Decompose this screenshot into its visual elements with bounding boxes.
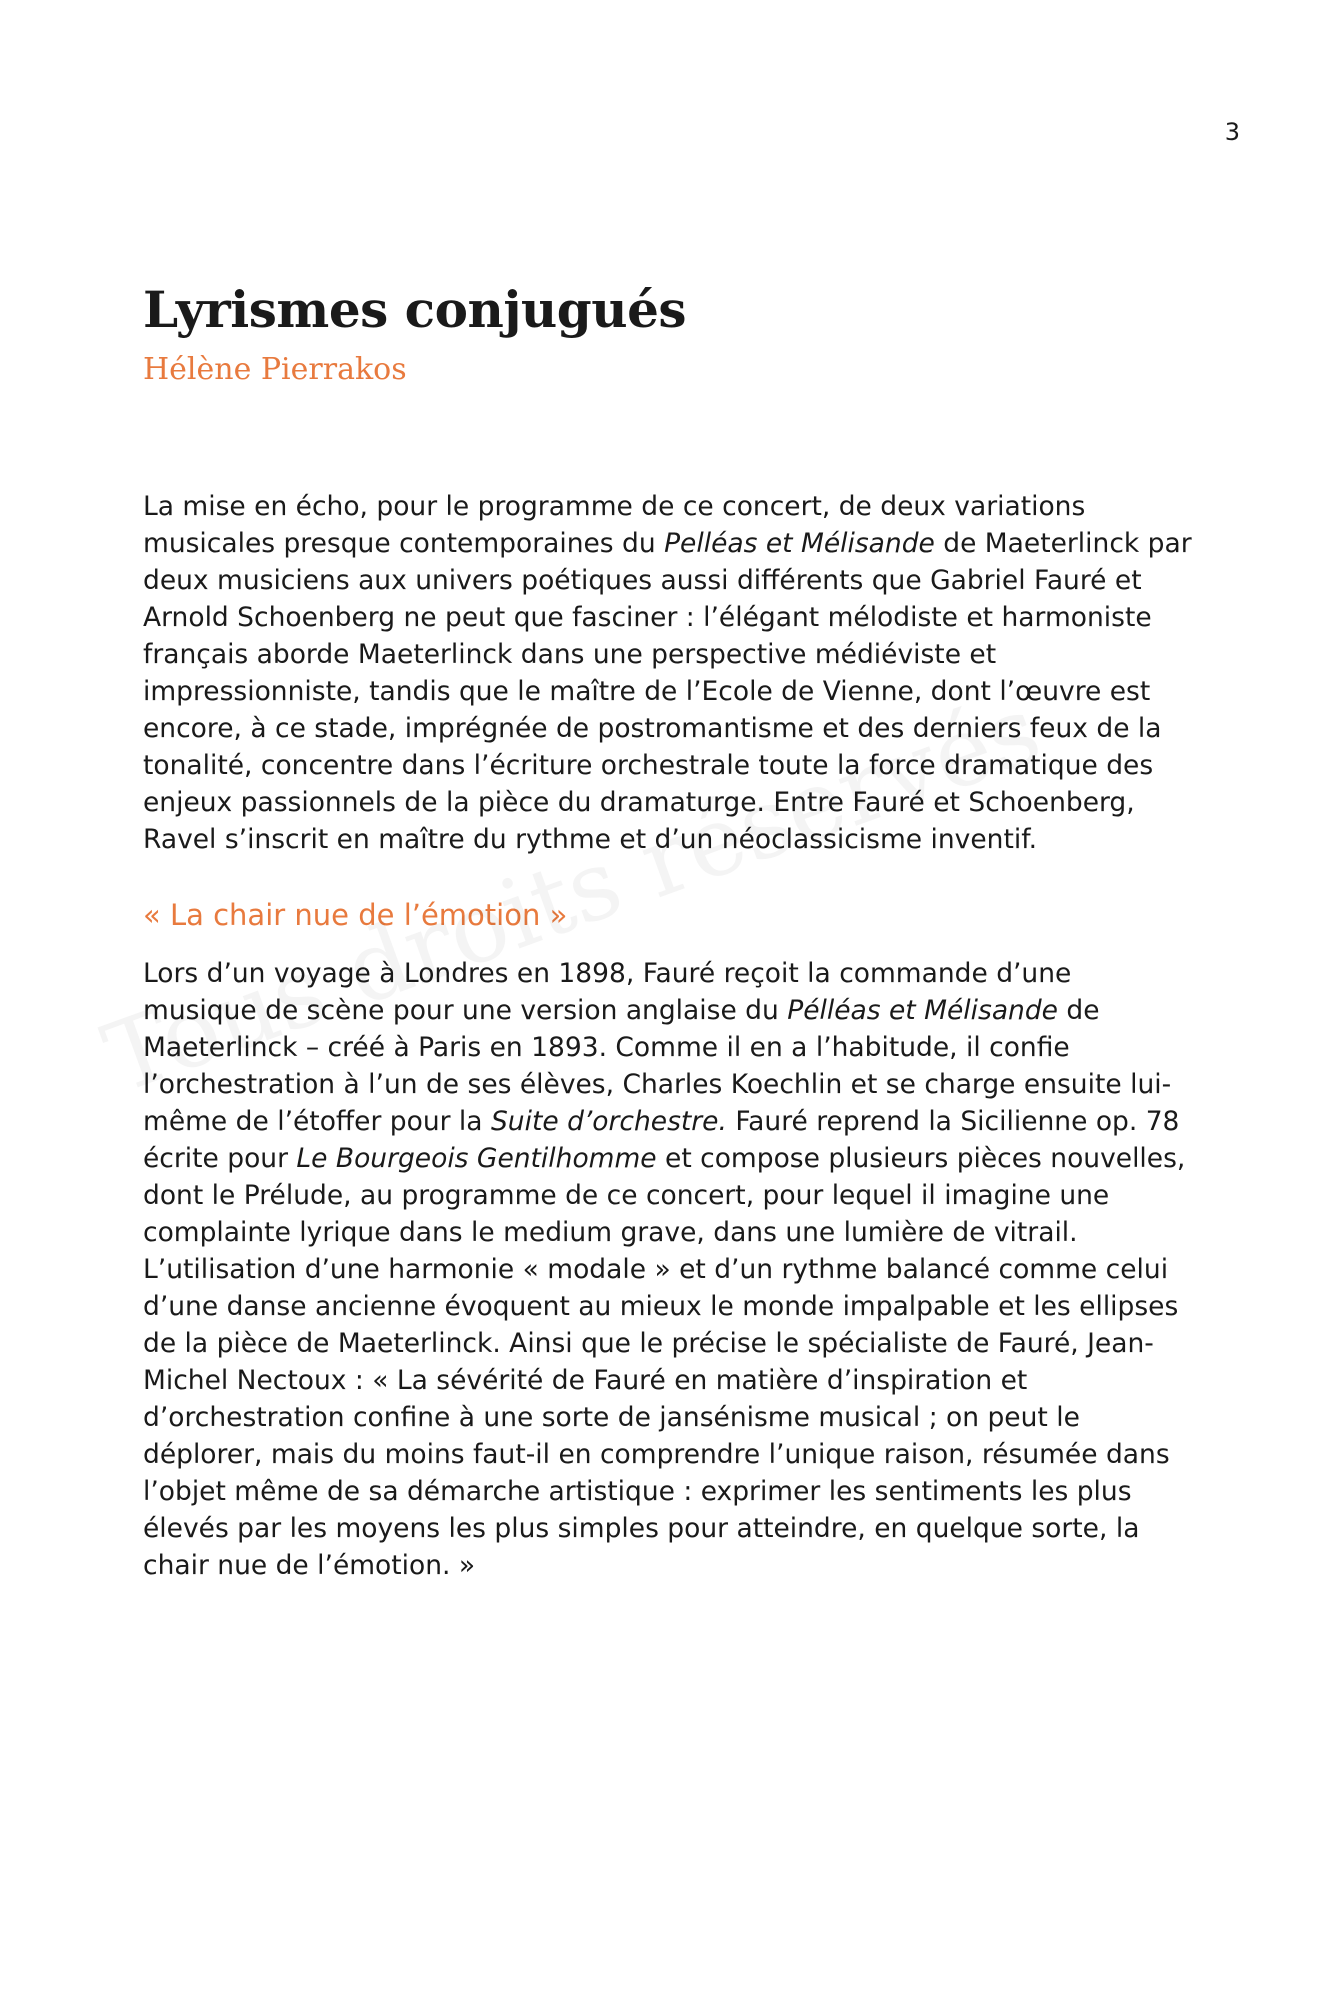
author-name: Hélène Pierrakos [143,352,407,387]
section-italic-1: Pélléas et Mélisande [787,995,1058,1026]
intro-italic-title: Pelléas et Mélisande [664,528,935,559]
section-text-4: et compose plusieurs pièces nouvelles, dont le Prélude, au programme de ce concert, pour lequel il imagine une complainte lyrique dans le medium grave, dans une lumière de vitrail. L’utilisation d’une harmonie « modale » et d’un rythme balancé comme celui d’une danse ancienne évoquent au mieux le monde impalpable et les ellipses de la pièce de Maeterlinck. Ainsi que le précise le spécialiste de Fauré, Jean-Michel Nectoux : « La sévérité de Fauré en matière d’inspiration et d’orchestration confine à une sorte de jansénisme musical ; on peut le déplorer, mais du moins faut-il en comprendre l’unique raison, résumée dans l’objet même de sa démarche artistique : exprimer les sentiments les plus élevés par les moyens les plus simples pour atteindre, en quelque sorte, la chair nue de l’émotion. » [143,1143,1186,1581]
section-paragraph [143,955,1193,1584]
section-italic-3: Le Bourgeois Gentilhomme [296,1143,657,1174]
section-heading: « La chair nue de l’émotion » [143,898,568,932]
section-text-3: Fauré reprend la Sicilienne op. 78 écrite pour [143,1106,1180,1174]
intro-paragraph [143,488,1193,858]
section-text-2: de Maeterlinck – créé à Paris en 1893. Comme il en a l’habitude, il confie l’orchestration à l’un de ses élèves, Charles Koechlin et se charge ensuite lui-même de l’étoffer pour la [143,995,1172,1137]
intro-text-2: de Maeterlinck par deux musiciens aux univers poétiques aussi différents que Gabriel Fauré et Arnold Schoenberg ne peut que fasciner : l’élégant mélodiste et harmoniste français aborde Maeterlinck dans une perspective médiéviste et impressionniste, tandis que le maître de l’Ecole de Vienne, dont l’œuvre est encore, à ce stade, imprégnée de postromantisme et des derniers feux de la tonalité, concentre dans l’écriture orchestrale toute la force dramatique des enjeux passionnels de la pièce du dramaturge. Entre Fauré et Schoenberg, Ravel s’inscrit en maître du rythme et d’un néoclassicisme inventif. [143,528,1192,855]
page-title: Lyrismes conjugués [143,280,687,339]
section-italic-2: Suite d’orchestre. [490,1106,727,1137]
section-text-1: Lors d’un voyage à Londres en 1898, Fauré reçoit la commande d’une musique de scène pour une version anglaise du [143,958,1072,1026]
page-number: 3 [1224,118,1240,146]
intro-text-1: La mise en écho, pour le programme de ce concert, de deux variations musicales presque contemporaines du [143,491,1086,559]
